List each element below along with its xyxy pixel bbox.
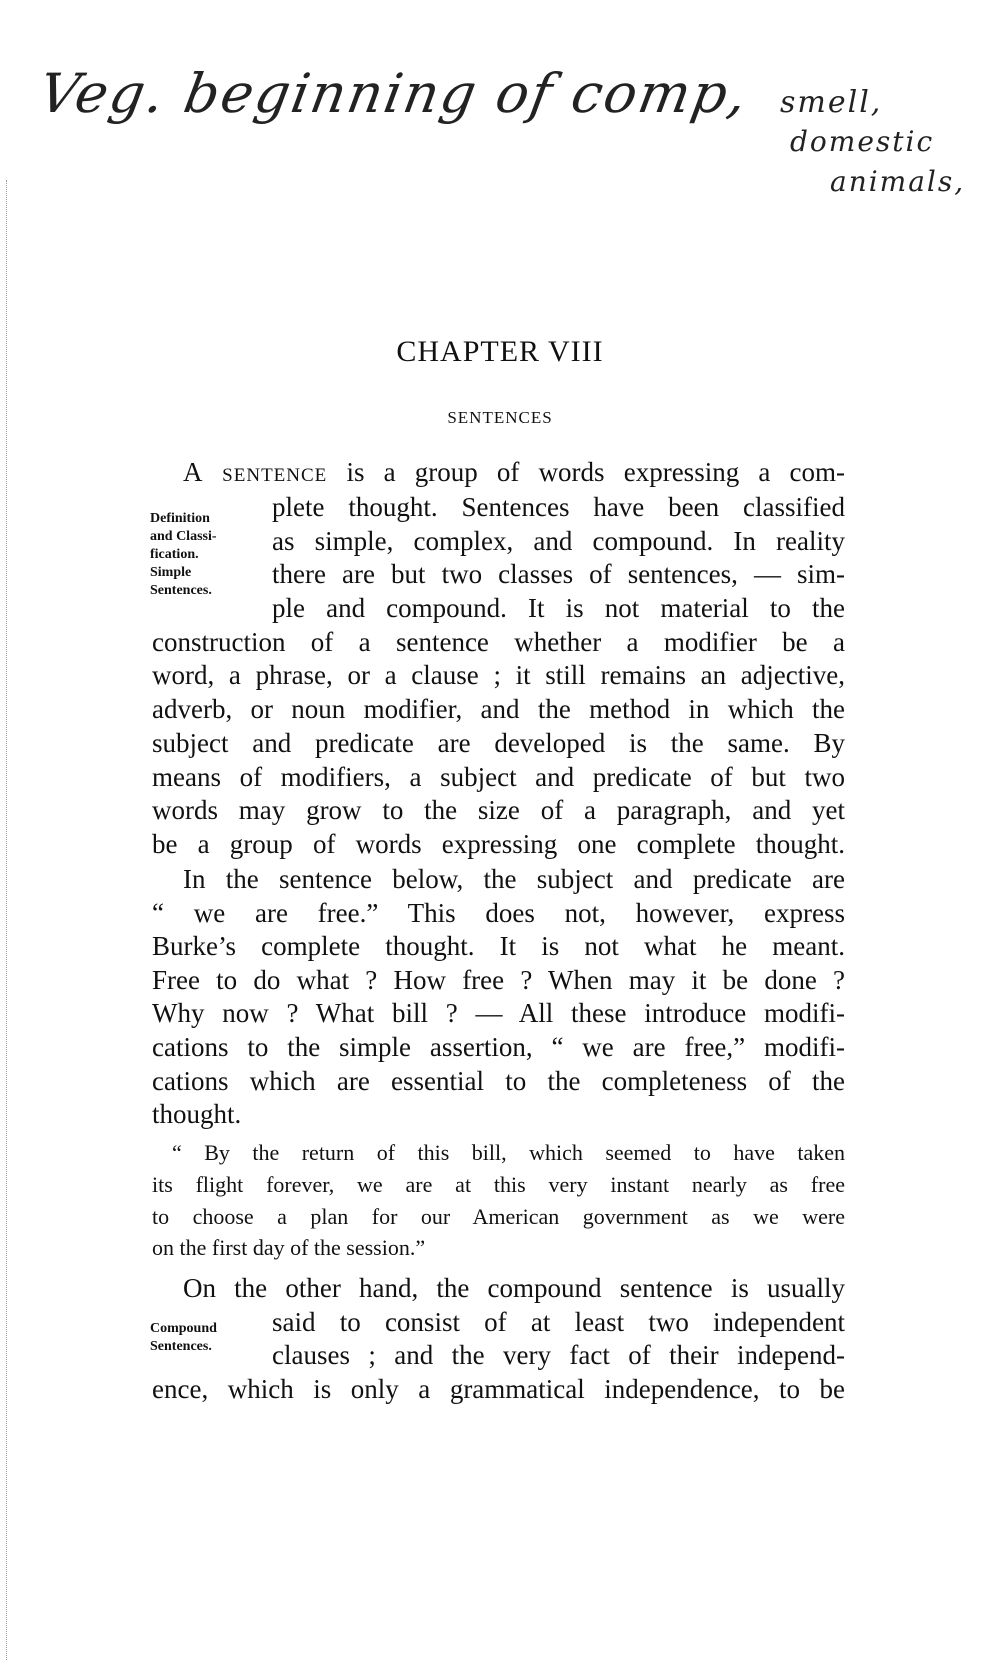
handwritten-note: animals, <box>830 165 966 198</box>
chapter-title: CHAPTER VIII <box>396 335 604 368</box>
sidenote-definition <box>150 510 217 600</box>
text-line <box>183 455 845 489</box>
scan-edge <box>6 180 9 1660</box>
text-line: On the other hand, the compound sentence is usually <box>183 1273 845 1303</box>
quote-line: “ By the return of this bill, which seemed to have taken <box>172 1140 845 1165</box>
sidenote-line: Compound <box>150 1321 217 1336</box>
text-line: thought. <box>152 1099 242 1129</box>
sidenote-line: fication. <box>150 547 199 562</box>
text-line: plete thought. Sentences have been classified <box>272 492 845 522</box>
text-line: cations which are essential to the completeness of the <box>152 1066 845 1096</box>
handwritten-note: domestic <box>790 125 935 158</box>
sidenote-line: Simple <box>150 565 192 580</box>
text-line: cations to the simple assertion, “ we are free,” modifi- <box>152 1032 845 1062</box>
text-line: word, a phrase, or a clause ; it still remains an adjective, <box>152 660 845 690</box>
text-line: as simple, complex, and compound. In reality <box>272 526 845 556</box>
sidenote-line: Definition <box>150 511 210 526</box>
text-line: Why now ? What bill ? — All these introduce modifi- <box>152 998 845 1028</box>
sidenote-line: Sentences. <box>150 583 212 598</box>
text-line: adverb, or noun modifier, and the method in which the <box>152 694 845 724</box>
text-line: ence, which is only a grammatical independence, to be <box>152 1374 845 1404</box>
text-line: clauses ; and the very fact of their independ- <box>272 1340 845 1370</box>
text-line: In the sentence below, the subject and predicate are <box>183 864 845 894</box>
text-line: subject and predicate are developed is the same. By <box>152 728 845 758</box>
handwritten-note: smell, <box>780 85 883 120</box>
text-line: “ we are free.” This does not, however, express <box>152 898 845 928</box>
text-line: words may grow to the size of a paragraph, and yet <box>152 795 845 825</box>
sidenote-line: Sentences. <box>150 1339 212 1354</box>
text-line: ple and compound. It is not material to the <box>272 593 845 623</box>
text-line: be a group of words expressing one complete thought. <box>152 829 845 859</box>
handwritten-note: Veg. beginning of comp, <box>34 62 754 125</box>
section-title: SENTENCES <box>447 408 553 427</box>
text-span: is a group of words expressing a com- <box>327 457 845 487</box>
text-line: Free to do what ? How free ? When may it be done ? <box>152 965 845 995</box>
text-line: said to consist of at least two independent <box>272 1307 845 1337</box>
text-line: Burke’s complete thought. It is not what he meant. <box>152 931 845 961</box>
quote-line: to choose a plan for our American government as we were <box>152 1204 845 1229</box>
quote-line: on the first day of the session.” <box>152 1235 426 1260</box>
sidenote-compound <box>150 1320 217 1356</box>
quote-line: its flight forever, we are at this very instant nearly as free <box>152 1172 845 1197</box>
text-line: construction of a sentence whether a modifier be a <box>152 627 845 657</box>
lead-words: A sentence <box>183 457 328 487</box>
sidenote-line: and Classi- <box>150 529 217 544</box>
text-line: means of modifiers, a subject and predicate of but two <box>152 762 845 792</box>
text-line: there are but two classes of sentences, — sim- <box>272 559 845 589</box>
